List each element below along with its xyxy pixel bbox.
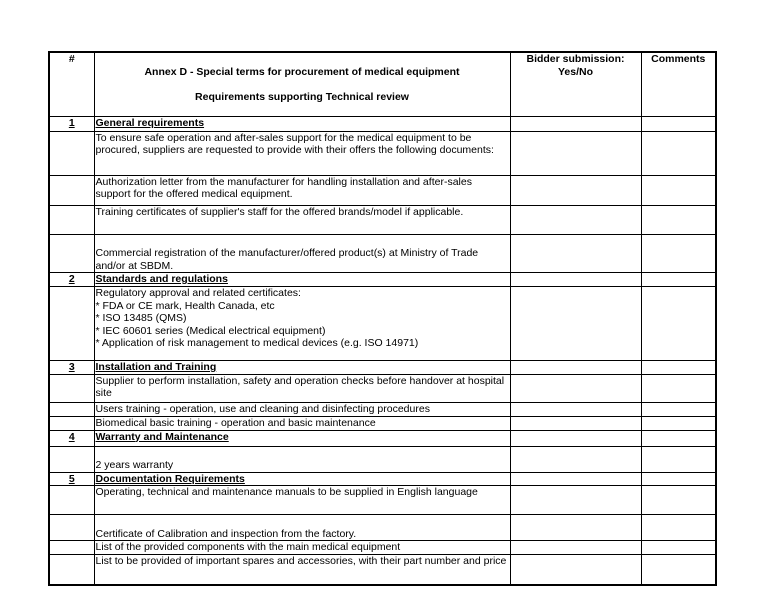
row-number-cell — [49, 234, 94, 273]
row-number-cell — [49, 131, 94, 175]
bidder-submission-cell — [510, 402, 641, 416]
requirement-text: List of the provided components with the main medical equipment — [94, 541, 510, 555]
requirement-text: 2 years warranty — [94, 446, 510, 472]
comments-cell — [641, 361, 716, 375]
requirement-text: Biomedical basic training - operation and basic maintenance — [94, 416, 510, 430]
bidder-submission-cell — [510, 430, 641, 446]
bidder-submission-cell — [510, 287, 641, 361]
row-number-cell — [49, 205, 94, 234]
bidder-submission-cell — [510, 374, 641, 402]
row-number-cell: 4 — [49, 430, 94, 446]
header-title-line1: Annex D - Special terms for procurement of medical equipment — [144, 65, 460, 78]
bidder-submission-cell — [510, 446, 641, 472]
requirement-text: Commercial registration of the manufacturer/offered product(s) at Ministry of Trade and/or at SBDM. — [94, 234, 510, 273]
requirement-row — [49, 446, 716, 472]
requirement-row — [49, 131, 716, 175]
bidder-submission-cell — [510, 541, 641, 555]
bidder-submission-cell — [510, 131, 641, 175]
comments-cell — [641, 234, 716, 273]
bidder-submission-cell — [510, 116, 641, 131]
requirement-text: Authorization letter from the manufacturer for handling installation and after-sales support for the offered medical equipment. — [94, 175, 510, 205]
bidder-submission-cell — [510, 234, 641, 273]
bidder-submission-cell — [510, 486, 641, 515]
bidder-submission-cell — [510, 472, 641, 486]
comments-cell — [641, 472, 716, 486]
row-number-cell — [49, 515, 94, 541]
requirement-row — [49, 541, 716, 555]
row-number-cell: 2 — [49, 273, 94, 287]
comments-cell — [641, 515, 716, 541]
requirement-text: Regulatory approval and related certificates: * FDA or CE mark, Health Canada, etc * ISO 13485 (QMS) * IEC 60601 series (Medical electrical equipment) * Application of risk management to medical devices (e.g. ISO 14971) — [94, 287, 510, 361]
row-number-cell: 1 — [49, 116, 94, 131]
comments-cell — [641, 446, 716, 472]
section-title: Documentation Requirements — [94, 472, 510, 486]
comments-cell — [641, 555, 716, 585]
comments-cell — [641, 541, 716, 555]
comments-cell — [641, 287, 716, 361]
comments-cell — [641, 273, 716, 287]
row-number-cell — [49, 541, 94, 555]
bidder-submission-cell — [510, 416, 641, 430]
row-number-cell — [49, 287, 94, 361]
comments-cell — [641, 205, 716, 234]
bidder-submission-cell — [510, 273, 641, 287]
row-number-cell — [49, 374, 94, 402]
comments-cell — [641, 116, 716, 131]
section-title: General requirements — [94, 116, 510, 131]
comments-cell — [641, 374, 716, 402]
row-number-cell: 3 — [49, 361, 94, 375]
row-number-cell — [49, 446, 94, 472]
header-title-line2: Requirements supporting Technical review — [195, 90, 409, 103]
bidder-submission-cell — [510, 361, 641, 375]
requirement-row — [49, 374, 716, 402]
header-bidder-submission: Bidder submission: Yes/No — [510, 52, 641, 116]
bidder-submission-cell — [510, 175, 641, 205]
section-title: Standards and regulations — [94, 273, 510, 287]
requirement-row — [49, 205, 716, 234]
requirement-text: Supplier to perform installation, safety and operation checks before handover at hospital site — [94, 374, 510, 402]
section-row — [49, 116, 716, 131]
comments-cell — [641, 416, 716, 430]
header-title — [94, 52, 510, 116]
row-number-cell: 5 — [49, 472, 94, 486]
requirement-row — [49, 515, 716, 541]
requirement-text: Training certificates of supplier's staff for the offered brands/model if applicable. — [94, 205, 510, 234]
row-number-cell — [49, 416, 94, 430]
requirement-text: Users training - operation, use and cleaning and disinfecting procedures — [94, 402, 510, 416]
header-comments: Comments — [641, 52, 716, 116]
header-number: # — [49, 52, 94, 116]
bidder-submission-cell — [510, 205, 641, 234]
requirement-text: List to be provided of important spares and accessories, with their part number and price — [94, 555, 510, 585]
comments-cell — [641, 402, 716, 416]
requirement-row — [49, 416, 716, 430]
bidder-submission-cell — [510, 515, 641, 541]
comments-cell — [641, 131, 716, 175]
row-number-cell — [49, 175, 94, 205]
requirement-text: Certificate of Calibration and inspection from the factory. — [94, 515, 510, 541]
bidder-submission-cell — [510, 555, 641, 585]
comments-cell — [641, 486, 716, 515]
requirement-row — [49, 287, 716, 361]
comments-cell — [641, 430, 716, 446]
requirement-row — [49, 175, 716, 205]
requirement-row — [49, 402, 716, 416]
row-number-cell — [49, 555, 94, 585]
section-row — [49, 472, 716, 486]
requirement-row — [49, 486, 716, 515]
requirement-row — [49, 555, 716, 585]
section-title: Warranty and Maintenance — [94, 430, 510, 446]
section-row — [49, 273, 716, 287]
header-row — [49, 52, 716, 116]
row-number-cell — [49, 402, 94, 416]
section-row — [49, 361, 716, 375]
section-row — [49, 430, 716, 446]
requirement-row — [49, 234, 716, 273]
row-number-cell — [49, 486, 94, 515]
section-title: Installation and Training — [94, 361, 510, 375]
requirements-table — [48, 51, 717, 586]
comments-cell — [641, 175, 716, 205]
requirement-text: Operating, technical and maintenance manuals to be supplied in English language — [94, 486, 510, 515]
requirement-text: To ensure safe operation and after-sales support for the medical equipment to be procured, suppliers are requested to provide with their offers the following documents: — [94, 131, 510, 175]
